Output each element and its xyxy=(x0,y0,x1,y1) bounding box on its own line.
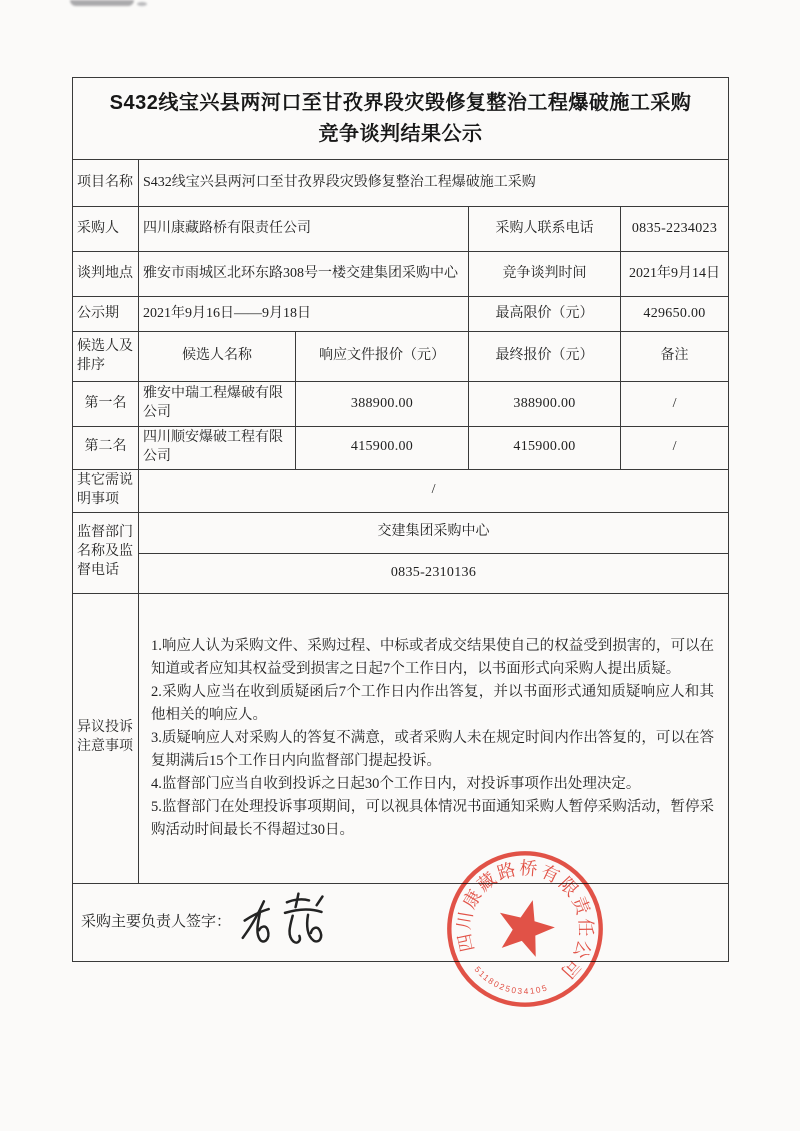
candidate-doc-price: 388900.00 xyxy=(296,382,469,427)
candidate-rank: 第一名 xyxy=(73,382,139,427)
seal-company-name: 四川康藏路桥有限责任公司 xyxy=(453,857,596,984)
supervision-label: 监督部门名称及监督电话 xyxy=(73,512,139,593)
document-title-cell xyxy=(73,78,729,160)
table-row-candidate-1 xyxy=(73,382,729,427)
negotiation-time-label: 竞争谈判时间 xyxy=(469,252,621,297)
objection-item-2: 2.采购人应当在收到质疑函后7个工作日内作出答复，并以书面形式通知质疑响应人和其他相关的响应人。 xyxy=(151,683,715,723)
candidate-final-price: 415900.00 xyxy=(469,427,621,470)
objection-item-3: 3.质疑响应人对采购人的答复不满意，或者采购人未在规定时间内作出答复的，可以在答复期满后15个工作日内向监督部门提起投诉。 xyxy=(151,729,715,769)
candidate-rank: 第二名 xyxy=(73,427,139,470)
candidate-remark: / xyxy=(621,427,729,470)
project-name-label: 项目名称 xyxy=(73,160,139,207)
objection-item-1: 1.响应人认为采购文件、采购过程、中标或者成交结果使自己的权益受到损害的，可以在知道或者应知其权益受到损害之日起7个工作日内，以书面形式向采购人提出质疑。 xyxy=(151,637,715,677)
candidates-rank-header: 候选人及排序 xyxy=(73,332,139,382)
publicity-period-label: 公示期 xyxy=(73,297,139,332)
purchaser-label: 采购人 xyxy=(73,207,139,252)
document-title-line1: S432线宝兴县两河口至甘孜界段灾毁修复整治工程爆破施工采购 xyxy=(109,91,692,114)
publicity-period-value: 2021年9月16日——9月18日 xyxy=(139,297,469,332)
objection-body-cell xyxy=(139,593,729,883)
signature-label: 采购主要负责人签字： xyxy=(81,913,232,930)
purchaser-value: 四川康藏路桥有限责任公司 xyxy=(139,207,469,252)
announcement-table xyxy=(72,77,729,962)
negotiation-place-label: 谈判地点 xyxy=(73,252,139,297)
document-title-line2: 竞争谈判结果公示 xyxy=(318,122,483,145)
candidates-remark-header: 备注 xyxy=(621,332,729,382)
max-price-value: 429650.00 xyxy=(621,297,729,332)
objection-item-5: 5.监督部门在处理投诉事项期间，可以视具体情况书面通知采购人暂停采购活动，暂停采购活动时间最长不得超过30日。 xyxy=(151,798,715,838)
objection-items xyxy=(143,629,724,848)
other-notes-value: / xyxy=(139,469,729,512)
other-notes-label: 其它需说明事项 xyxy=(73,469,139,512)
objection-label: 异议投诉注意事项 xyxy=(73,593,139,883)
candidate-doc-price: 415900.00 xyxy=(296,427,469,470)
supervision-phone-value: 0835-2310136 xyxy=(139,553,729,593)
signature-row-cell xyxy=(73,883,729,961)
signature-handwriting xyxy=(232,886,338,958)
objection-item-4: 4.监督部门应当自收到投诉之日起30个工作日内，对投诉事项作出处理决定。 xyxy=(151,775,641,792)
seal-star-icon xyxy=(491,893,560,960)
candidate-remark: / xyxy=(621,382,729,427)
scan-artifact-notch xyxy=(70,0,134,6)
negotiation-time-value: 2021年9月14日 xyxy=(621,252,729,297)
seal-serial-number: 5118025034105 xyxy=(472,964,550,997)
candidates-name-header: 候选人名称 xyxy=(139,332,296,382)
scan-artifact-speck xyxy=(137,2,147,6)
project-name-value: S432线宝兴县两河口至甘孜界段灾毁修复整治工程爆破施工采购 xyxy=(139,160,729,207)
candidate-name: 雅安中瑞工程爆破有限公司 xyxy=(139,382,296,427)
purchaser-phone-value: 0835-2234023 xyxy=(621,207,729,252)
negotiation-place-value: 雅安市雨城区北环东路308号一楼交建集团采购中心 xyxy=(139,252,469,297)
supervision-dept-value: 交建集团采购中心 xyxy=(139,512,729,553)
max-price-label: 最高限价（元） xyxy=(469,297,621,332)
purchaser-phone-label: 采购人联系电话 xyxy=(469,207,621,252)
candidates-final-price-header: 最终报价（元） xyxy=(469,332,621,382)
table-row-candidate-2 xyxy=(73,427,729,470)
candidates-doc-price-header: 响应文件报价（元） xyxy=(296,332,469,382)
candidate-name: 四川顺安爆破工程有限公司 xyxy=(139,427,296,470)
candidate-final-price: 388900.00 xyxy=(469,382,621,427)
svg-text:5118025034105 xyxy=(469,963,552,1004)
